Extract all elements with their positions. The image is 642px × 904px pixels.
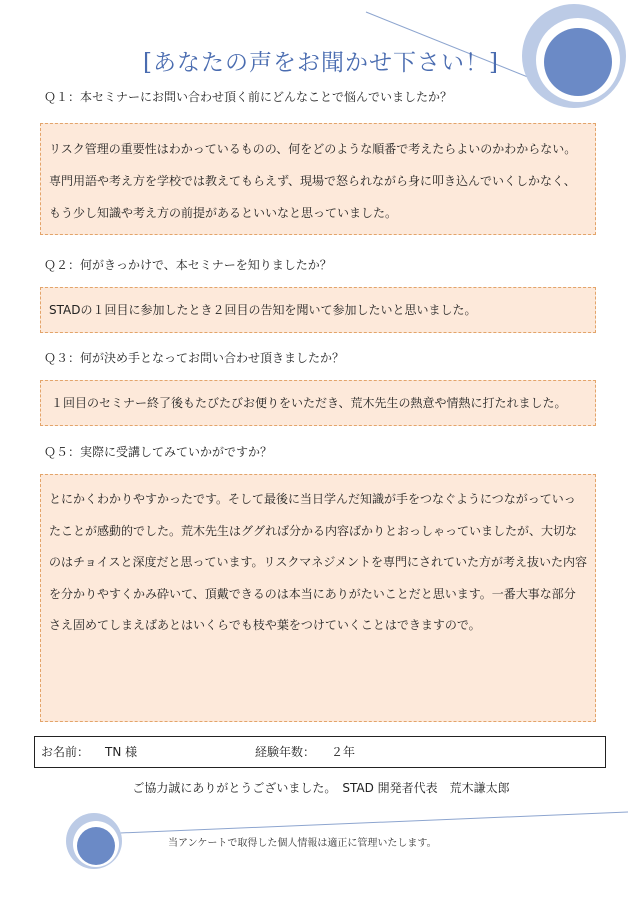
answer-1-box [40, 123, 596, 235]
answer-3-text: １回目のセミナー終了後もたびたびお便りをいただき、荒木先生の熱意や情熱に打たれました。 [51, 396, 567, 410]
question-5: Ｑ５：実際に受講してみていかがですか？ [44, 445, 273, 459]
name-label: お名前： [41, 745, 90, 759]
respondent-box [34, 736, 606, 768]
thanks-message: ご協力誠にありがとうございました。 STAD 開発者代表 荒木謙太郎 [132, 781, 510, 795]
years-value: ２年 [331, 745, 356, 759]
bottom-decor-line [120, 812, 628, 833]
answer-2-text: STADの１回目に参加したとき２回目の告知を聞いて参加したいと思いました。 [49, 303, 477, 317]
question-3: Ｑ３：何が決め手となってお問い合わせ頂きましたか？ [44, 351, 345, 365]
question-1: Ｑ１：本セミナーにお問い合わせ頂く前にどんなことで悩んでいましたか？ [44, 90, 453, 104]
answer-3-box [40, 380, 596, 426]
answer-5-text: とにかくわかりやすかったです。そして最後に当日学んだ知識が手をつなぐようにつながっていったことが感動的でした。荒木先生はググれば分かる内容ばかりとおっしゃっていましたが、大切なのはチョイスと深度だと思っています。リスクマネジメントを専門にされていた方が考え抜いた内容を分かりやすくかみ砕いて、頂戴できるのは本当にありがたいことだと思います。一番大事な部分さえ固めてしまえばあとはいくらでも枝や葉をつけていくことはできますので。 [49, 492, 587, 632]
years-label: 経験年数： [255, 745, 316, 759]
answer-2-box [40, 287, 596, 333]
privacy-notice: 当アンケートで取得した個人情報は適正に管理いたします。 [168, 838, 437, 849]
question-2: Ｑ２：何がきっかけで、本セミナーを知りましたか？ [44, 258, 332, 272]
answer-5-box [40, 474, 596, 722]
page-title: [あなたの声をお聞かせ下さい！] [143, 50, 499, 76]
name-value: TN 様 [105, 745, 138, 759]
bottom-circle-inner [77, 827, 115, 865]
answer-1-text: リスク管理の重要性はわかっているものの、何をどのような順番で考えたらよいのかわからない。専門用語や考え方を学校では教えてもらえず、現場で怒られながら身に叩き込んでいくしかなく、もう少し知識や考え方の前提があるといいなと思っていました。 [49, 142, 577, 220]
